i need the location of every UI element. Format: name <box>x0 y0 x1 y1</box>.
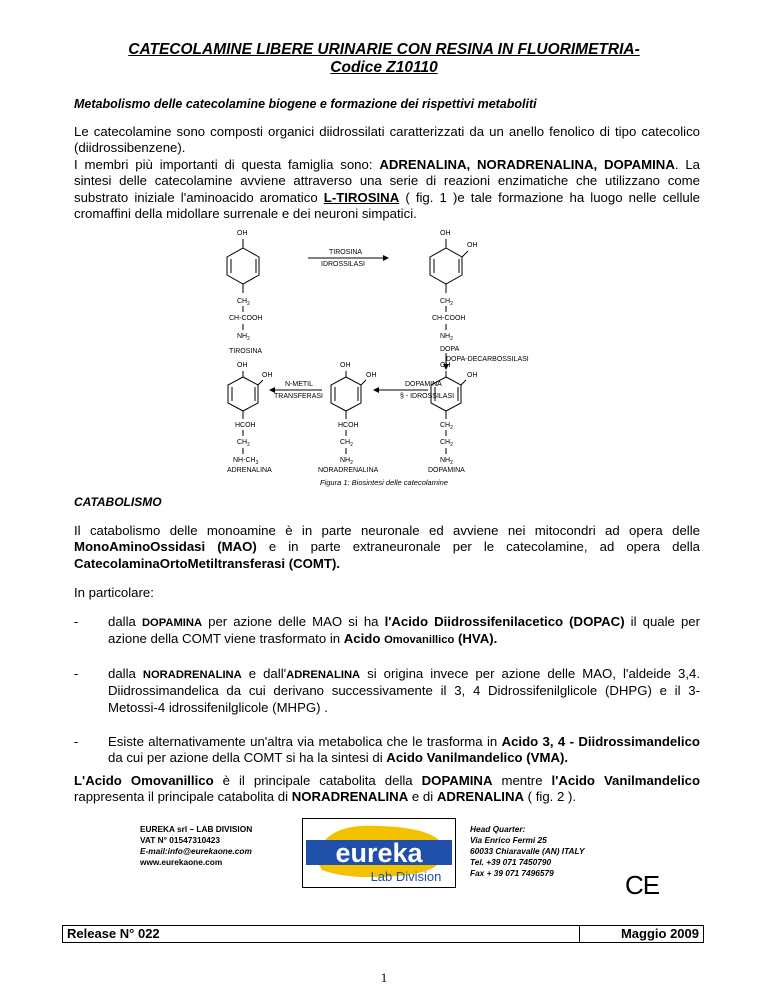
section-heading-catabolismo: CATABOLISMO <box>74 495 162 509</box>
doc-title-line2: Codice Z10110 <box>330 59 438 76</box>
catabolismo-paragraph-1: Il catabolismo delle monoamine è in parte neuronale ed avviene nei mitocondri ad opera delle MonoAminoOssidasi (MAO) e in parte extraneuronale per le catecolamine, ad opera della CatecolaminaOrtoMetiltransferasi (COMT). <box>74 523 700 571</box>
dopa-ring-icon <box>430 230 468 293</box>
oh-label: OH <box>366 372 377 379</box>
logo-wordmark: eureka <box>335 838 423 868</box>
label-dopamina: DOPAMINA <box>428 467 465 472</box>
footer-hq: Head Quarter: <box>470 824 526 834</box>
ch2-label: $CH_2$ <box>440 439 453 448</box>
footer-fax: Fax + 39 071 7496579 <box>470 868 554 878</box>
nh2-label: $NH_2$ <box>340 457 353 466</box>
bullet-dash: - <box>74 666 79 681</box>
ce-mark-icon: CE <box>625 870 660 900</box>
label-dopa: DOPA <box>440 346 460 353</box>
hcoh-label: HCOH <box>338 422 359 429</box>
ch2-label: $CH_2$ <box>237 298 250 307</box>
catabolismo-paragraph-2: In particolare: <box>74 585 154 600</box>
enzyme-1b: IDROSSILASI <box>321 261 365 268</box>
enzyme-3b: § - IDROSSILASI <box>400 393 455 400</box>
label-tirosina: TIROSINA <box>229 348 263 355</box>
oh-label: OH <box>237 230 248 237</box>
oh-label: OH <box>340 362 351 369</box>
nh2-label: $NH_2$ <box>440 333 453 342</box>
eureka-logo <box>302 818 456 888</box>
bullet-item-3: Esiste alternativamente un'altra via metabolica che le trasforma in Acido 3, 4 - Diidrossimandelico da cui per azione della COMT si ha la sintesi di Acido Vanilmandelico (VMA). <box>108 734 700 766</box>
bullet-dash: - <box>74 614 79 629</box>
hcoh-label: HCOH <box>235 422 256 429</box>
doc-title-line1: CATECOLAMINE LIBERE URINARIE CON RESINA IN FLUORIMETRIA- <box>128 41 640 58</box>
oh-label: OH <box>440 230 451 237</box>
label-adrenalina: ADRENALINA <box>227 467 272 472</box>
footer-email[interactable]: E-mail:info@eurekaone.com <box>140 846 252 856</box>
oh-label: OH <box>262 372 273 379</box>
enzyme-2: DOPA-DECARBOSSILASI <box>446 356 529 363</box>
enzyme-4b: TRANSFERASI <box>274 393 324 400</box>
biosynthesis-figure <box>0 222 768 472</box>
nhch3-label: $NH-CH_3$ <box>233 457 259 466</box>
label-noradrenalina: NORADRENALINA <box>318 467 379 472</box>
ch2-label: $CH_2$ <box>440 422 453 431</box>
logo-subtitle: Lab Division <box>370 869 442 884</box>
intro-paragraph-2: I membri più importanti di questa famiglia sono: ADRENALINA, NORADRENALINA, DOPAMINA. La sintesi delle catecolamine avviene attraverso una serie di reazioni enzimatiche che utilizzano come substrato iniziale l'aminoacido aromatico L-TIROSINA ( fig. 1 )e tale formazione ha luogo nelle cellule cromaffini della midollare surrenale e dei neuroni simpatici. <box>74 157 701 222</box>
release-date: Maggio 2009 <box>620 926 699 941</box>
footer-company-info <box>140 824 252 868</box>
ch2-label: $CH_2$ <box>340 439 353 448</box>
ch2-label: $CH_2$ <box>237 439 250 448</box>
chcooh-label: CH-COOH <box>229 315 263 322</box>
noradrenalina-ring-icon <box>331 362 366 419</box>
nh2-label: $NH_2$ <box>440 457 453 466</box>
enzyme-3: DOPAMINA <box>405 381 442 388</box>
bullet-item-2: dalla NORADRENALINA e dall'ADRENALINA si origina invece per azione delle MAO, l'aldeide 3,4. Diidrossimandelica da cui derivano successivamente il 3, 4 Didrossifenilglicole (DHPG) e il 3-Metossi-4 idrossifenilglicole (MHPG) . <box>108 666 700 715</box>
footer-web[interactable]: www.eurekaone.com <box>140 857 223 867</box>
doc-subtitle: Metabolismo delle catecolamine biogene e formazione dei rispettivi metaboliti <box>74 97 537 111</box>
figure-caption: Figura 1: Biosintesi delle catecolamine <box>320 478 448 487</box>
oh-label: OH <box>467 242 478 249</box>
release-number: Release N° 022 <box>67 926 160 941</box>
footer-tel: Tel. +39 071 7450790 <box>470 857 552 867</box>
footer-street: Via Enrico Fermi 25 <box>470 835 547 845</box>
enzyme-4: N-METIL <box>285 381 313 388</box>
nh2-label: $NH_2$ <box>237 333 250 342</box>
enzyme-1: TIROSINA <box>329 249 363 256</box>
oh-label: OH <box>440 362 451 369</box>
tirosina-ring-icon <box>227 230 259 293</box>
footer-company: EUREKA srl – LAB DIVISION <box>140 824 253 834</box>
footer-city: 60033 Chiaravalle (AN) ITALY <box>470 846 585 856</box>
intro-paragraph-1: Le catecolamine sono composti organici diidrossilati caratterizzati da un anello fenolico di tipo catecolico (diidrossibenzene). <box>74 124 700 156</box>
ch2-label: $CH_2$ <box>440 298 453 307</box>
page-number: 1 <box>380 970 388 985</box>
chcooh-label: CH-COOH <box>432 315 466 322</box>
catabolismo-paragraph-3: L'Acido Omovanillico è il principale catabolita della DOPAMINA mentre l'Acido Vanilmandelico rappresenta il principale catabolita di NORADRENALINA e di ADRENALINA ( fig. 2 ). <box>74 773 700 805</box>
footer-hq-info <box>470 824 585 879</box>
dopamina-ring-icon <box>431 362 466 419</box>
bullet-item-1: dalla DOPAMINA per azione delle MAO si ha l'Acido Diidrossifenilacetico (DOPAC) il quale per azione della COMT viene trasformato in Acido Omovanillico (HVA). <box>108 614 701 647</box>
release-bar <box>62 925 704 943</box>
oh-label: OH <box>237 362 248 369</box>
bullet-dash: - <box>74 734 79 749</box>
release-divider <box>579 926 580 942</box>
oh-label: OH <box>467 372 478 379</box>
footer-vat: VAT N° 01547310423 <box>140 835 221 845</box>
